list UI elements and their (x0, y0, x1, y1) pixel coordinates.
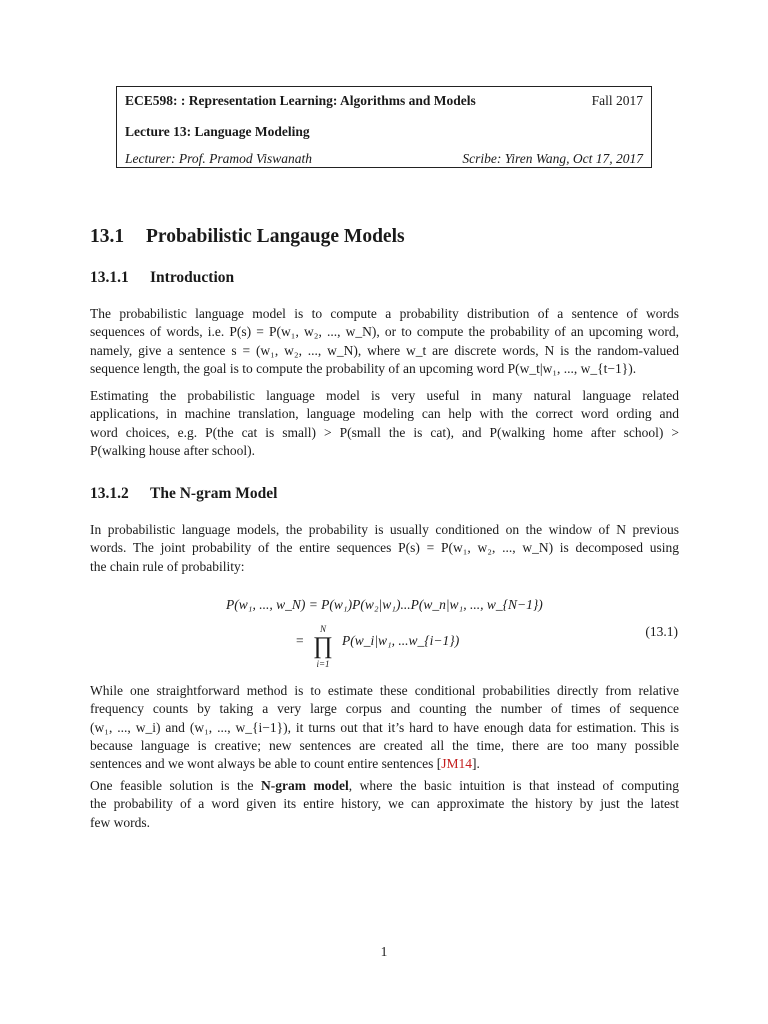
paragraph-intro (90, 305, 679, 378)
subsection-heading-ngram (90, 485, 277, 503)
course-title: ECE598: : Representation Learning: Algorithms and Models (125, 93, 476, 108)
subsection-number: 13.1.2 (90, 485, 129, 502)
paragraph-line: In probabilistic language models, the probability is usually conditioned on the window of N previous (90, 522, 679, 537)
paragraph-line: word choices, e.g. P(the cat is small) > P(small the is cat), and P(walking home after school) > (90, 424, 679, 440)
paragraph-line: The probabilistic language model is to compute a probability distribution of a sentence of words (90, 306, 679, 321)
paragraph-line-with-citation: sentences and we wont always be able to count entire sentences [JM14]. (90, 756, 480, 772)
product-term: P(w_i|w₁, ...w_{i−1}) (342, 633, 460, 648)
paragraph-line: P(walking house after school). (90, 442, 255, 458)
paragraph-ngram-intuition (90, 777, 679, 832)
subsection-number: 13.1.1 (90, 269, 129, 286)
product-operator (310, 624, 336, 670)
equation-line-1: P(w₁, ..., w_N) = P(w₁)P(w₂|w₁)...P(w_n|w₁, ..., w_{N−1}) (226, 597, 543, 612)
paragraph-chain-rule (90, 521, 679, 576)
lecturer: Lecturer: Prof. Pramod Viswanath (125, 151, 312, 166)
paragraph-line: namely, give a sentence s = (w₁, w₂, ..., w_N), where w_t are discrete words, N is the random-valued (90, 342, 679, 358)
section-heading (90, 226, 405, 248)
subsection-title: The N-gram Model (150, 485, 278, 502)
paragraph-applications (90, 387, 679, 460)
section-title: Probabilistic Langauge Models (146, 226, 405, 247)
equation-number: (13.1) (645, 624, 678, 639)
ngram-model-term: N-gram model (260, 778, 349, 793)
paragraph-line: While one straightforward method is to estimate these conditional probabilities directly from relative (90, 683, 679, 698)
product-upper-limit: N (319, 624, 326, 634)
paragraph-line: words. The joint probability of the entire sequences P(s) = P(w₁, w₂, ..., w_N) is decomposed using (90, 540, 679, 556)
scribe: Scribe: Yiren Wang, Oct 17, 2017 (462, 151, 643, 166)
paragraph-line: the probability of a word given its entire history, we can approximate the history by just the latest (90, 796, 679, 812)
paragraph-line: the chain rule of probability: (90, 558, 245, 574)
paragraph-relative-frequency (90, 682, 679, 773)
product-lower-limit: i=1 (316, 659, 330, 669)
paragraph-line: Estimating the probabilistic language model is very useful in many natural language related (90, 388, 679, 403)
citation-link[interactable]: JM14 (441, 756, 473, 772)
section-number: 13.1 (90, 226, 125, 247)
lecture-header-box (116, 86, 652, 168)
paragraph-line: applications, in machine translation, language modeling can help with the correct word ording and (90, 406, 679, 422)
paragraph-line: because language is creative; new sentences are created all the time, there are too many possible (90, 737, 679, 753)
paragraph-line: frequency counts by taking a very large corpus and counting the number of times of sequence (90, 701, 679, 717)
page-number: 1 (380, 944, 388, 959)
paragraph-line: (w₁, ..., w_i) and (w₁, ..., w_{i−1}), it turns out that it’s hard to have enough data for estimation. This is (90, 719, 679, 735)
term: Fall 2017 (591, 93, 643, 108)
paragraph-line: sequences of words, i.e. P(s) = P(w₁, w₂, ..., w_N), or to compute the probability of an upcoming word, (90, 324, 679, 340)
equals-sign: = (296, 633, 304, 648)
paragraph-line: One feasible solution is the N-gram model, where the basic intuition is that instead of computing (90, 778, 679, 793)
lecture-title: Lecture 13: Language Modeling (125, 124, 310, 139)
product-symbol: ∏ (313, 633, 333, 659)
paragraph-line: few words. (90, 814, 150, 830)
subsection-heading-introduction (90, 269, 234, 287)
subsection-title: Introduction (150, 269, 235, 286)
paragraph-line: sequence length, the goal is to compute the probability of an upcoming word P(w_t|w₁, ..., w_{t−1}). (90, 360, 637, 376)
